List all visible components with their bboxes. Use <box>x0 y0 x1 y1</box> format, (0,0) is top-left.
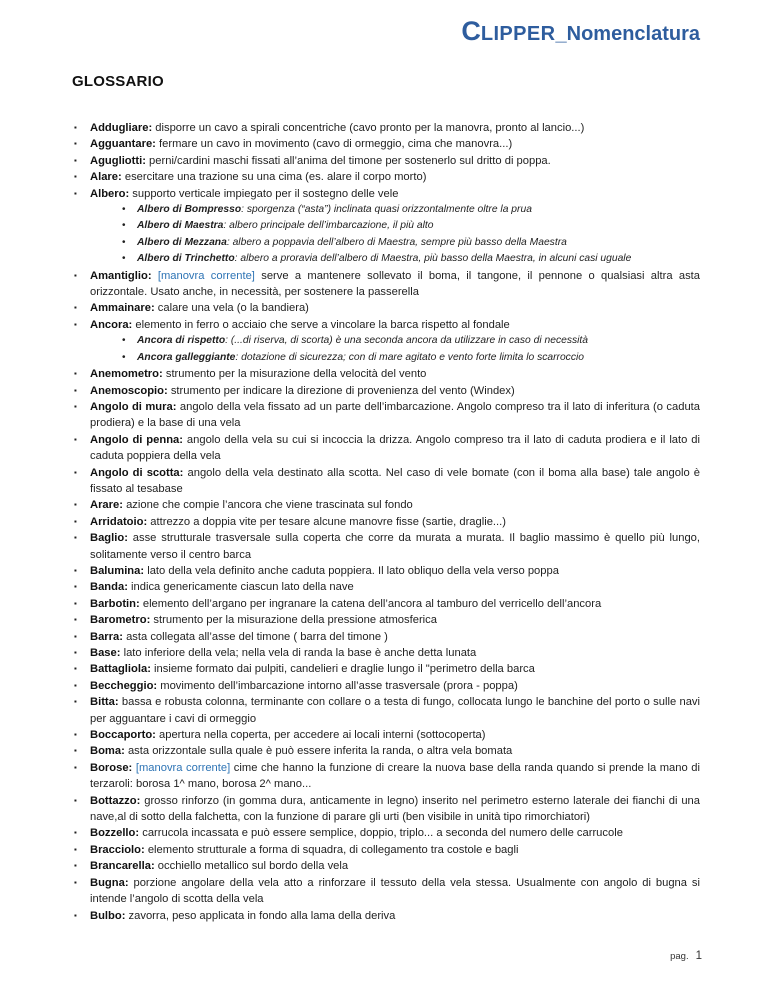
title-tail: _Nomenclatura <box>555 23 700 45</box>
entry-term: Banda <box>90 581 125 594</box>
bullet-square-icon: ▪ <box>74 467 77 477</box>
entry-separator: : <box>128 761 133 774</box>
sub-entry-definition: sporgenza (“asta”) inclinata quasi orizzontalmente oltre la prua <box>246 204 532 216</box>
entry-separator: : <box>179 433 183 446</box>
glossary-entry <box>72 497 700 513</box>
bullet-square-icon: ▪ <box>74 500 77 510</box>
glossary-sub-entry <box>122 251 700 267</box>
bullet-square-icon: ▪ <box>74 746 77 756</box>
glossary-entry <box>72 514 700 530</box>
bullet-square-icon: ▪ <box>74 533 77 543</box>
entry-definition: apertura nella coperta, per accedere ai locali interni (sottocoperta) <box>159 729 486 742</box>
entry-definition: serve a mantenere sollevato il boma, il tangone, il pennone o qualsiasi altra asta orizzontale. Usato anche, in necessità, per sostenere la passerella <box>90 269 700 299</box>
entry-definition: asta collegata all’asse del timone ( barra del timone ) <box>126 630 388 643</box>
entry-separator: : <box>121 745 125 758</box>
entry-definition: cime che hanno la funzione di creare la nuova base della randa quando si prende la mano di terzaroli: borosa 1^ mano, borosa 2^ mano... <box>90 761 700 791</box>
entry-term: Albero <box>90 187 126 200</box>
entry-term: Angolo di penna <box>90 433 180 446</box>
bullet-square-icon: ▪ <box>74 172 77 182</box>
glossary-entry <box>72 743 700 759</box>
entry-definition: disporre un cavo a spirali concentriche (cavo pronto per la manovra, pronto al lancio...) <box>155 122 585 134</box>
entry-term: Barra <box>90 630 120 643</box>
bullet-square-icon: ▪ <box>74 188 77 198</box>
bullet-square-icon: ▪ <box>74 598 77 608</box>
glossary-entry <box>72 317 700 366</box>
entry-separator: : <box>119 499 123 512</box>
glossary-entry <box>72 694 700 727</box>
glossary-list <box>72 120 700 924</box>
glossary-entry <box>72 661 700 677</box>
bullet-square-icon: ▪ <box>74 270 77 280</box>
bullet-square-icon: ▪ <box>74 631 77 641</box>
entry-term: Barometro <box>90 614 147 627</box>
entry-term: Angolo di mura <box>90 400 173 413</box>
entry-separator: : <box>135 827 140 840</box>
entry-definition: angolo della vela destinato alla scotta. Nel caso di vele bomate (con il boma alla base) tale angolo è fissato al tesabase <box>90 466 701 495</box>
glossary-entry <box>72 678 700 694</box>
entry-term: Bozzello <box>90 827 136 840</box>
glossary-entry <box>72 530 700 563</box>
glossary-entry <box>72 825 700 841</box>
entry-term: Bulbo <box>90 909 122 922</box>
sub-entry-definition: albero principale dell’imbarcazione, il più alto <box>229 220 434 232</box>
entry-definition: asta orizzontale sulla quale è può essere inferita la randa, o altra vela bomata <box>127 745 513 758</box>
entry-separator: : <box>136 794 141 807</box>
bullet-square-icon: ▪ <box>74 565 77 575</box>
sub-entry-separator: : <box>226 236 230 248</box>
bullet-square-icon: ▪ <box>74 516 77 526</box>
entry-separator: : <box>146 614 151 627</box>
entry-term: Beccheggio <box>90 679 154 692</box>
glossary-entry <box>72 169 700 185</box>
glossary-entry <box>72 727 700 743</box>
entry-separator: : <box>121 909 126 922</box>
entry-definition: strumento per la misurazione della pressione atmosferica <box>153 614 437 627</box>
glossary-entry <box>72 875 700 908</box>
glossary-entry <box>72 563 700 579</box>
glossary-entry <box>72 366 700 382</box>
bullet-dot-icon: • <box>122 351 126 363</box>
entry-definition: movimento dell’imbarcazione intorno all’asse trasversale (prora - poppa) <box>160 679 518 692</box>
sub-entry-definition: dotazione di sicurezza; con di mare agitato e vento forte limita lo scarroccio <box>241 351 584 363</box>
entry-term: Base <box>90 647 117 659</box>
sub-entry-list <box>122 333 700 366</box>
sub-entry-term: Albero di Trinchetto <box>137 253 235 265</box>
entry-separator: : <box>125 187 130 200</box>
bullet-square-icon: ▪ <box>74 155 77 165</box>
entry-separator: : <box>143 515 148 528</box>
entry-separator: : <box>147 269 152 282</box>
glossary-entry <box>72 300 700 316</box>
entry-definition: angolo della vela su cui si incoccia la drizza. Angolo compreso tra il lato di caduta prodiera e il lato di caduta poppiera della vela <box>90 433 700 463</box>
entry-term: Anemometro <box>90 368 159 381</box>
entry-separator: : <box>124 581 128 594</box>
bullet-square-icon: ▪ <box>74 582 77 592</box>
entry-term: Borose <box>90 761 129 774</box>
sub-entry-term: Albero di Mezzana <box>137 236 227 248</box>
bullet-square-icon: ▪ <box>74 877 77 887</box>
bullet-square-icon: ▪ <box>74 861 77 871</box>
entry-term: Agugliotti <box>90 154 143 167</box>
entry-term: Addugliare <box>90 122 149 134</box>
sub-entry-term: Albero di Maestra <box>137 220 224 232</box>
entry-term: Agguantare <box>90 138 153 151</box>
entry-term: Amantiglio <box>90 269 148 282</box>
bullet-square-icon: ▪ <box>74 910 77 920</box>
entry-term: Arridatoio <box>90 515 144 528</box>
glossary-sub-entry <box>122 235 700 251</box>
page-title <box>72 16 700 51</box>
entry-term: Angolo di scotta <box>90 466 180 479</box>
bullet-dot-icon: • <box>122 253 126 265</box>
sub-entry-term: Ancora galleggiante <box>137 351 236 363</box>
entry-separator: : <box>140 564 145 577</box>
entry-separator: : <box>150 860 155 873</box>
entry-term: Bugna <box>90 876 125 889</box>
bullet-dot-icon: • <box>122 204 126 216</box>
bullet-square-icon: ▪ <box>74 680 77 690</box>
entry-separator: : <box>152 138 156 151</box>
entry-term: Boma <box>90 745 122 758</box>
glossary-entry <box>72 596 700 612</box>
entry-separator: : <box>152 729 156 742</box>
sub-entry-separator: : <box>234 253 238 265</box>
entry-separator: : <box>119 630 123 643</box>
entry-separator: : <box>159 368 163 381</box>
entry-separator: : <box>116 647 121 659</box>
manovra-corrente-tag: [manovra corrente] <box>135 761 231 774</box>
entry-term: Battagliola <box>90 663 148 676</box>
bullet-square-icon: ▪ <box>74 123 77 132</box>
bullet-square-icon: ▪ <box>74 648 77 657</box>
entry-term: Alare <box>90 171 118 184</box>
glossary-sub-entry <box>122 333 700 349</box>
bullet-square-icon: ▪ <box>74 730 77 740</box>
sub-entry-separator: : <box>241 204 245 216</box>
bullet-square-icon: ▪ <box>74 828 77 838</box>
entry-separator: : <box>179 466 184 479</box>
entry-definition: zavorra, peso applicata in fondo alla lama della deriva <box>128 909 396 922</box>
entry-term: Ammainare <box>90 302 151 315</box>
entry-definition: bassa e robusta colonna, terminante con collare o a testa di fungo, collocata lungo le banchine del porto o sulle navi per agguantare i cavi di ormeggio <box>90 696 700 725</box>
entry-term: Bitta <box>90 696 115 709</box>
page-number: 1 <box>695 950 702 962</box>
entry-definition: attrezzo a doppia vite per tesare alcune manovre fisse (sartie, draglie...) <box>150 515 506 528</box>
entry-definition: perni/cardini maschi fissati all’anima del timone per sostenerlo sul dritto di poppa. <box>149 154 551 167</box>
bullet-dot-icon: • <box>122 335 126 347</box>
entry-definition: strumento per la misurazione della velocità del vento <box>165 368 427 381</box>
bullet-dot-icon: • <box>122 220 126 232</box>
bullet-square-icon: ▪ <box>74 795 77 805</box>
entry-definition: fermare un cavo in movimento (cavo di ormeggio, cima che manovra...) <box>159 138 513 151</box>
entry-separator: : <box>147 663 151 676</box>
glossary-sub-entry <box>122 218 700 234</box>
glossary-entry <box>72 120 700 136</box>
glossary-entry <box>72 383 700 399</box>
glossary-sub-entry <box>122 202 700 218</box>
bullet-square-icon: ▪ <box>74 385 77 395</box>
entry-definition: elemento in ferro o acciaio che serve a vincolare la barca rispetto al fondale <box>135 318 510 331</box>
entry-term: Bottazzo <box>90 794 137 807</box>
bullet-square-icon: ▪ <box>74 401 77 411</box>
entry-separator: : <box>140 843 145 856</box>
glossary-entry <box>72 858 700 874</box>
entry-definition: indica genericamente ciascun lato della nave <box>131 581 354 594</box>
bullet-square-icon: ▪ <box>74 697 77 707</box>
entry-separator: : <box>136 597 140 610</box>
entry-separator: : <box>124 876 129 889</box>
entry-term: Anemoscopio <box>90 384 164 397</box>
entry-separator: : <box>163 384 168 397</box>
entry-definition: grosso rinforzo (in gomma dura, anticamente in legno) inserito nel perimetro esterno laterale dei fianchi di una nave,al di sotto della falchetta, con la funzione di parare gli urti (ben visibile in unità tipo rimorchiatori) <box>90 794 700 824</box>
entry-separator: : <box>153 679 158 692</box>
bullet-square-icon: ▪ <box>74 844 77 854</box>
entry-definition: lato inferiore della vela; nella vela di randa la base è anche detta lunata <box>123 647 477 659</box>
sub-entry-definition: albero a poppavia dell’albero di Maestra, sempre più basso della Maestra <box>232 236 567 248</box>
entry-separator: : <box>150 302 155 315</box>
bullet-square-icon: ▪ <box>74 369 77 379</box>
title-caps: LIPPER <box>480 23 556 45</box>
entry-definition: strumento per indicare la direzione di provenienza del vento (Windex) <box>170 384 515 397</box>
entry-term: Baglio <box>90 532 125 545</box>
entry-separator: : <box>142 154 146 167</box>
entry-definition: angolo della vela fissato ad un parte dell’imbarcazione. Angolo compreso tra il lato di inferitura (o caduta prodiera) e la base di una vela <box>90 400 700 430</box>
entry-definition: esercitare una trazione su una cima (es. alare il corpo morto) <box>124 171 427 184</box>
glossary-entry <box>72 579 700 595</box>
bullet-square-icon: ▪ <box>74 303 77 313</box>
bullet-square-icon: ▪ <box>74 319 77 329</box>
glossario-heading: GLOSSARIO <box>72 73 164 90</box>
entry-term: Barbotin <box>90 597 136 610</box>
glossary-entry <box>72 760 700 793</box>
entry-separator: : <box>172 400 177 413</box>
glossary-entry <box>72 793 700 826</box>
entry-term: Bracciolo <box>90 843 141 856</box>
sub-entry-definition: (...di riserva, di scorta) è una seconda ancora da utilizzare in caso di necessità <box>230 335 588 347</box>
sub-entry-term: Albero di Bompresso <box>137 204 242 216</box>
page-footer <box>670 950 702 962</box>
glossary-entry <box>72 629 700 645</box>
bullet-square-icon: ▪ <box>74 762 77 772</box>
entry-separator: : <box>148 122 153 134</box>
bullet-square-icon: ▪ <box>74 434 77 444</box>
sub-entry-list <box>122 202 700 268</box>
entry-definition: elemento dell’argano per ingranare la catena dell’ancora al tamburo del verricello dell’ancora <box>142 597 602 610</box>
entry-definition: lato della vela definito anche caduta poppiera. Il lato obliquo della vela verso poppa <box>147 564 559 577</box>
entry-separator: : <box>128 318 133 331</box>
footer-label: pag. <box>670 951 689 962</box>
glossary-entry <box>72 645 700 661</box>
entry-definition: supporto verticale impiegato per il sostegno delle vele <box>132 187 399 200</box>
glossary-entry <box>72 399 700 432</box>
entry-separator: : <box>124 532 128 545</box>
entry-definition: asse strutturale trasversale sulla coperta che corre da murata a murata. Il baglio massimo è quello più lungo, solitamente verso il centro barca <box>90 532 701 561</box>
entry-definition: azione che compie l’ancora che viene trascinata sul fondo <box>126 499 413 512</box>
bullet-square-icon: ▪ <box>74 664 77 674</box>
entry-term: Brancarella <box>90 860 151 873</box>
glossary-entry <box>72 186 700 268</box>
title-initial: C <box>461 16 481 46</box>
entry-definition: elemento strutturale a forma di squadra, di collegamento tra costole e bagli <box>147 843 519 856</box>
entry-definition: insieme formato dai pulpiti, candelieri e draglie lungo il "perimetro della barca <box>154 663 535 676</box>
glossary-entry <box>72 465 700 498</box>
sub-entry-definition: albero a proravia dell’albero di Maestra, più basso della Maestra, in alcuni casi uguale <box>240 253 632 265</box>
bullet-square-icon: ▪ <box>74 139 77 149</box>
entry-definition: occhiello metallico sul bordo della vela <box>157 860 349 873</box>
glossary-sub-entry <box>122 350 700 366</box>
entry-term: Arare <box>90 499 120 512</box>
entry-term: Balumina <box>90 564 141 577</box>
bullet-square-icon: ▪ <box>74 615 77 625</box>
entry-separator: : <box>114 696 119 709</box>
glossary-entry <box>72 612 700 628</box>
entry-separator: : <box>118 171 122 184</box>
entry-definition: porzione angolare della vela atto a rinforzare il tessuto della vela stessa. Usualmente con angolo di bugna si intende l’angolo di scotta della vela <box>90 876 700 906</box>
glossary-entry <box>72 432 700 465</box>
entry-definition: calare una vela (o la bandiera) <box>157 302 309 315</box>
entry-definition: carrucola incassata e può essere semplice, doppio, triplo... a seconda del numero delle carrucole <box>142 827 623 840</box>
sub-entry-separator: : <box>223 220 227 232</box>
glossary-entry <box>72 153 700 169</box>
sub-entry-separator: : <box>225 335 228 347</box>
glossary-entry <box>72 908 700 924</box>
bullet-dot-icon: • <box>122 236 126 248</box>
manovra-corrente-tag: [manovra corrente] <box>157 269 255 282</box>
glossary-entry <box>72 136 700 152</box>
sub-entry-term: Ancora di rispetto <box>137 335 226 347</box>
entry-term: Ancora <box>90 318 129 331</box>
sub-entry-separator: : <box>235 351 239 363</box>
glossary-entry <box>72 268 700 301</box>
glossary-entry <box>72 842 700 858</box>
entry-term: Boccaporto <box>90 729 153 742</box>
